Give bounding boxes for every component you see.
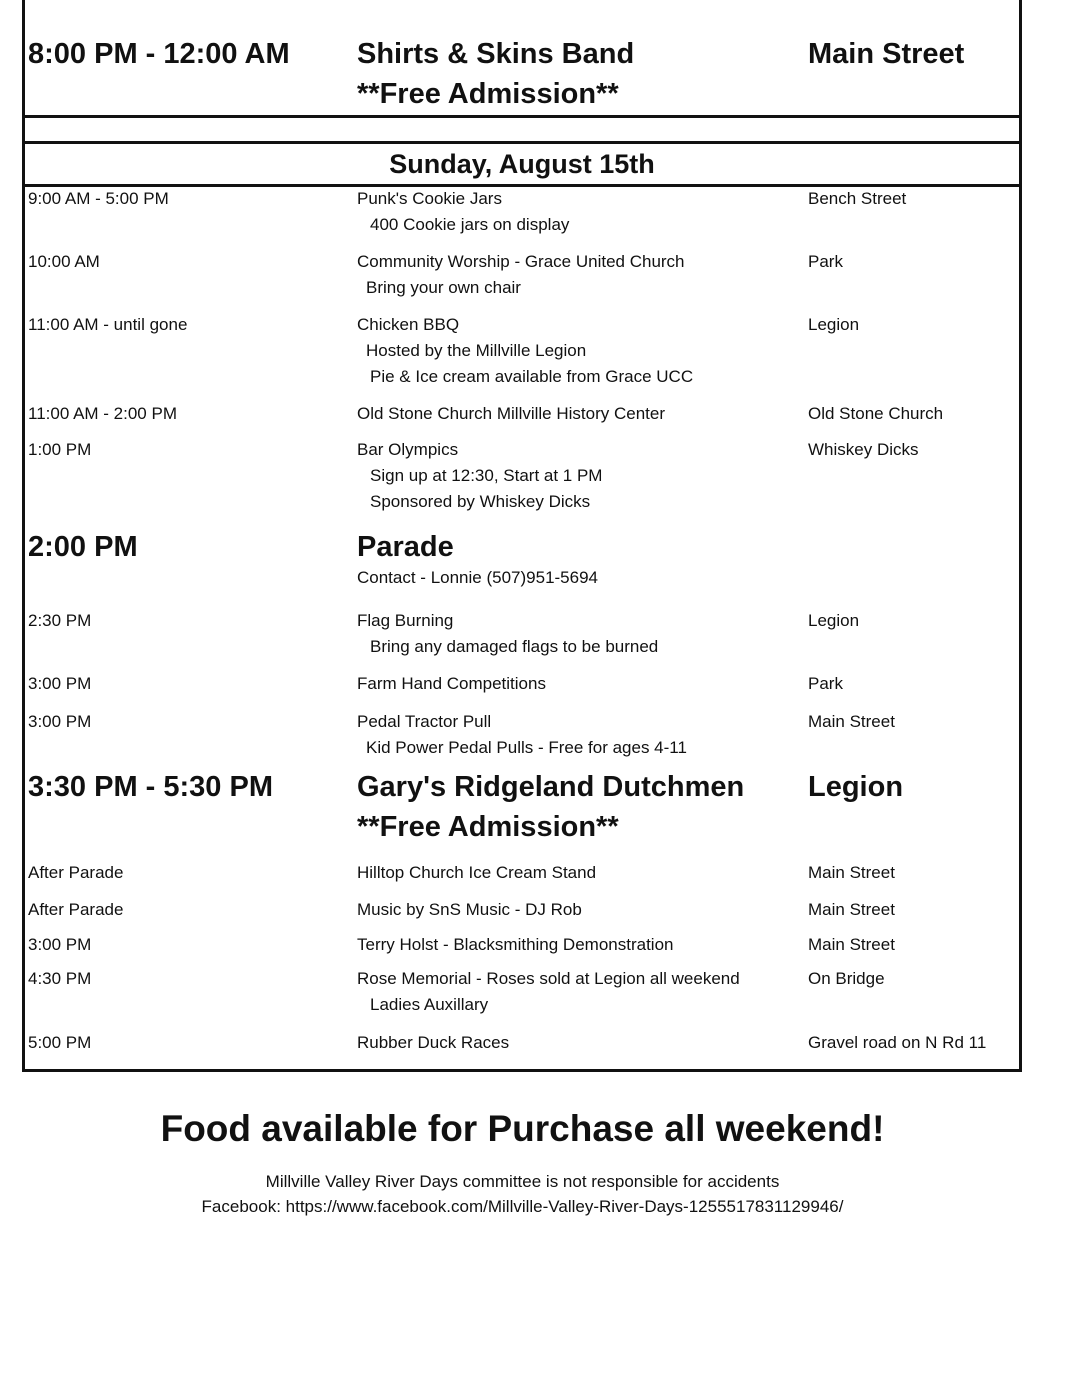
event-title xyxy=(357,860,596,886)
event-location: Main Street xyxy=(808,712,895,731)
event-location: On Bridge xyxy=(808,969,885,988)
event-detail: Sponsored by Whiskey Dicks xyxy=(370,492,591,511)
facebook-link[interactable]: Facebook: https://www.facebook.com/Millville-Valley-River-Days-1255517831129946/ xyxy=(201,1197,844,1216)
event-time: 11:00 AM - until gone xyxy=(28,315,188,334)
event-title-text: Chicken BBQ xyxy=(357,315,460,334)
event-time: After Parade xyxy=(28,863,124,882)
event-title xyxy=(357,608,658,660)
event-detail: Sign up at 12:30, Start at 1 PM xyxy=(370,466,603,485)
event-location: Main Street xyxy=(808,935,895,954)
event-title-text: Terry Holst - Blacksmithing Demonstration xyxy=(357,935,674,954)
event-title xyxy=(357,249,685,301)
event-detail: Ladies Auxillary xyxy=(370,995,489,1014)
event-title xyxy=(357,34,634,114)
event-title-text: Punk's Cookie Jars xyxy=(357,189,502,208)
event-title xyxy=(357,527,598,591)
event-title-text: Gary's Ridgeland Dutchmen xyxy=(357,771,745,803)
event-title xyxy=(357,966,740,1018)
event-title-text: Parade xyxy=(357,531,454,563)
event-title-text: Hilltop Church Ice Cream Stand xyxy=(357,863,597,882)
event-location: Legion xyxy=(808,611,860,630)
event-location: Bench Street xyxy=(808,189,907,208)
event-title-text: Flag Burning xyxy=(357,611,454,630)
event-location: Main Street xyxy=(808,900,895,919)
event-title xyxy=(357,1030,509,1056)
event-time: 3:00 PM xyxy=(28,674,92,693)
event-detail: Bring any damaged flags to be burned xyxy=(370,637,659,656)
event-time: 9:00 AM - 5:00 PM xyxy=(28,189,169,208)
event-detail: Kid Power Pedal Pulls - Free for ages 4-11 xyxy=(366,738,687,757)
event-title xyxy=(357,767,744,847)
event-location: Park xyxy=(808,674,843,693)
event-time: 2:30 PM xyxy=(28,611,92,630)
event-title xyxy=(357,312,693,390)
event-title-text: Rose Memorial - Roses sold at Legion all weekend xyxy=(357,969,740,988)
event-title-text: Pedal Tractor Pull xyxy=(357,712,492,731)
event-title-text: Rubber Duck Races xyxy=(357,1033,510,1052)
event-time: 11:00 AM - 2:00 PM xyxy=(28,404,177,423)
event-location: Main Street xyxy=(808,863,895,882)
event-detail: Contact - Lonnie (507)951-5694 xyxy=(357,568,598,587)
event-location: Legion xyxy=(808,771,904,803)
event-location: Old Stone Church xyxy=(808,404,944,423)
event-time: 3:30 PM - 5:30 PM xyxy=(28,771,273,803)
event-location: Park xyxy=(808,252,843,271)
event-title xyxy=(357,186,569,238)
free-admission-note: **Free Admission** xyxy=(357,78,619,110)
event-title-text: Old Stone Church Millville History Center xyxy=(357,404,665,423)
event-detail: Hosted by the Millville Legion xyxy=(366,341,587,360)
event-title-text: Bar Olympics xyxy=(357,440,459,459)
event-title xyxy=(357,709,687,761)
free-admission-note: **Free Admission** xyxy=(357,811,619,843)
event-title xyxy=(357,897,582,923)
event-title-text: Music by SnS Music - DJ Rob xyxy=(357,900,582,919)
divider xyxy=(25,115,1019,118)
event-time: 3:00 PM xyxy=(28,935,92,954)
event-time: 5:00 PM xyxy=(28,1033,92,1052)
event-time: 3:00 PM xyxy=(28,712,92,731)
day-header: Sunday, August 15th xyxy=(389,149,655,179)
schedule-table xyxy=(22,0,1022,1072)
event-time: 10:00 AM xyxy=(28,252,100,271)
event-title xyxy=(357,401,665,427)
event-title-text: Shirts & Skins Band xyxy=(357,38,635,70)
event-detail: 400 Cookie jars on display xyxy=(370,215,570,234)
event-title xyxy=(357,932,673,958)
event-title-text: Community Worship - Grace United Church xyxy=(357,252,685,271)
event-title-text: Farm Hand Competitions xyxy=(357,674,546,693)
event-location: Legion xyxy=(808,315,860,334)
event-location: Gravel road on N Rd 11 xyxy=(808,1033,987,1052)
event-title xyxy=(357,437,602,515)
event-time: 4:30 PM xyxy=(28,969,92,988)
event-time: 1:00 PM xyxy=(28,440,92,459)
event-time: 2:00 PM xyxy=(28,531,138,563)
event-title xyxy=(357,671,546,697)
event-detail: Bring your own chair xyxy=(366,278,521,297)
event-location: Whiskey Dicks xyxy=(808,440,919,459)
event-location: Main Street xyxy=(808,38,965,70)
event-time: 8:00 PM - 12:00 AM xyxy=(28,38,290,70)
food-headline: Food available for Purchase all weekend! xyxy=(160,1108,885,1149)
event-detail: Pie & Ice cream available from Grace UCC xyxy=(370,367,694,386)
disclaimer-text: Millville Valley River Days committee is not responsible for accidents xyxy=(265,1172,780,1191)
event-time: After Parade xyxy=(28,900,124,919)
